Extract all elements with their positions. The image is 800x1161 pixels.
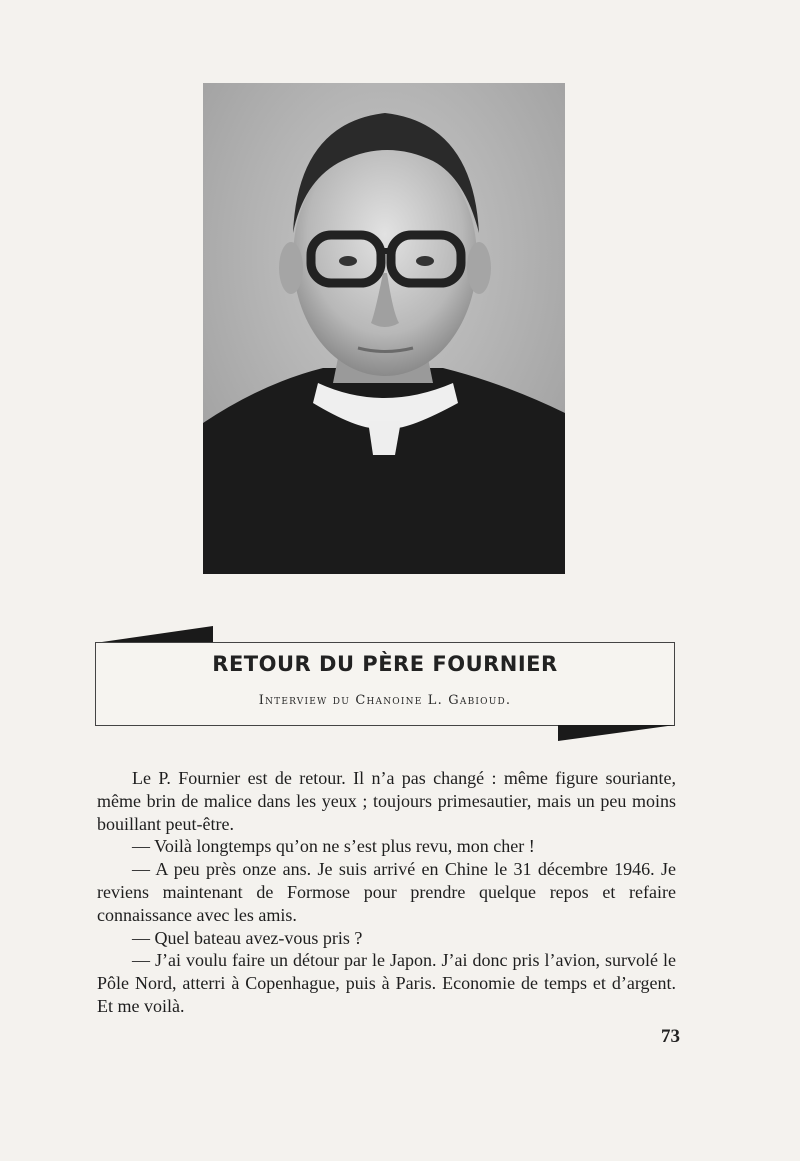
body-paragraph: — Quel bateau avez-vous pris ? bbox=[132, 927, 363, 948]
body-paragraph: — Voilà longtemps qu’on ne s’est plus revu, mon cher ! bbox=[132, 836, 535, 857]
page-number: 73 bbox=[661, 1026, 680, 1047]
body-paragraph: — A peu près onze ans. Je suis arrivé en Chine le 31 décembre 1946. Je reviens maintenant de Formose pour prendre quelque repos et refaire connaissance avec les amis. bbox=[97, 859, 676, 925]
body-paragraph: — J’ai voulu faire un détour par le Japon. J’ai donc pris l’avion, survolé le Pôle Nord, atterri à Copenhague, puis à Paris. Economie de temps et d’argent. Et me voilà. bbox=[97, 950, 676, 1016]
article-title: RETOUR DU PÈRE FOURNIER bbox=[212, 652, 558, 676]
portrait-illustration bbox=[203, 83, 565, 574]
article-body bbox=[97, 767, 676, 1018]
portrait-photo bbox=[203, 83, 565, 574]
title-bottom-tab bbox=[558, 725, 675, 741]
article-subtitle: Interview du Chanoine L. Gabioud. bbox=[258, 693, 512, 708]
body-paragraph: Le P. Fournier est de retour. Il n’a pas changé : même figure souriante, même brin de malice dans les yeux ; toujours primesautier, mais un peu moins bouillant peut-être. bbox=[97, 768, 676, 834]
title-top-tab bbox=[95, 626, 213, 643]
